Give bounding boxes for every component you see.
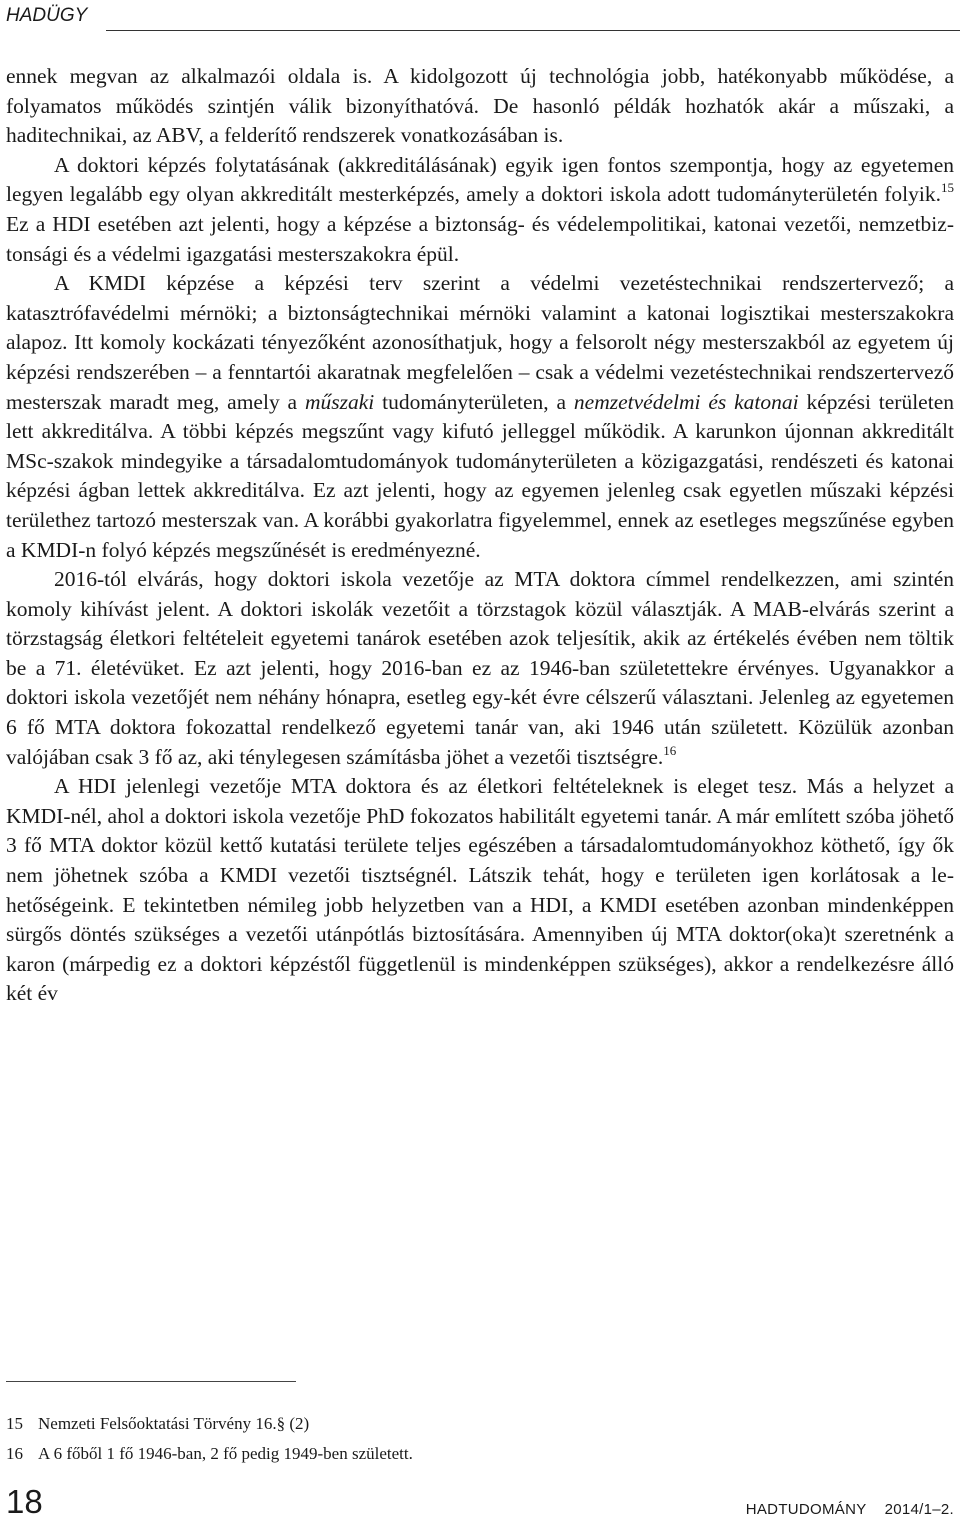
footnote-number: 15	[6, 1414, 23, 1433]
footnote-text: A 6 főből 1 fő 1946-ban, 2 fő pedig 1949-ben született.	[38, 1444, 413, 1463]
emphasis: nemzetvédelmi és katonai	[573, 389, 799, 414]
text-run: ennek megvan az alkalmazói oldala is. A kidolgozott új technológia jobb, hatékonyabb működése, a folyamatos működés szintjén válik bizonyíthatóvá. De hasonló példák hozhatók akár a műszaki, a haditechnikai, az ABV, a felderítő rendszerek vonatkozásában is.	[6, 64, 954, 148]
paragraph	[6, 269, 954, 565]
footnote-separator	[6, 1381, 296, 1382]
footnote-ref[interactable]: 16	[663, 742, 677, 758]
page-number: 18	[6, 1483, 43, 1520]
text-run: A HDI jelenlegi vezetője MTA doktora és az életkori feltételeknek is eleget tesz. Más a helyzet a KMDI-nél, ahol a doktori iskola vezetője PhD fokozatos habilitált egyetemi tanár. A már említett szóba jöhető 3 fő MTA doktor közül kettő kutatási területe teljes egészében a társadalomtudományokhoz köthető, így ők nem jöhetnek szóba a KMDI vezetői tisztségnél. Látszik tehát, hogy e területen igen korlátosak a lehetőségeink. E tekintetben némileg jobb helyzetben van a HDI, a KMDI esetében azonban mindenképpen sürgős döntés szükséges a vezetői utánpótlás biztosítására. Amennyiben új MTA doktor(oka)t szeretnénk a karon (márpedig ez a doktori képzéstől függetlenül is mindenképpen szükséges), akkor a rendelkezésre álló két év	[6, 774, 954, 1006]
paragraph	[6, 772, 954, 1009]
emphasis: műszaki	[304, 389, 375, 414]
footnote	[6, 1439, 954, 1469]
header-rule	[106, 30, 960, 31]
footnote-ref[interactable]: 15	[941, 180, 954, 196]
text-run: tudományterületen, a	[374, 389, 574, 414]
text-run: képzési területen lett akkreditálva. A többi képzés megszűnt vagy kifutó jelleggel működik. A karunkon újonnan akkreditált MSc-szakok mindegyike a társadalomtudományok tudományterületen a közigazgatási, rendészeti és katonai képzési ágban lettek akkreditálva. Ez azt jelenti, hogy az egyemen jelenleg csak egyetlen műszaki képzési területhez tartozó mesterszak van. A korábbi gyakorlatra figyelemmel, ennek az esetleges megszűnése egyben a KMDI-n folyó képzés megszűnését is eredményezné.	[6, 389, 954, 562]
footnote-text: Nemzeti Felsőoktatási Törvény 16.§ (2)	[38, 1414, 310, 1433]
article-body	[6, 62, 954, 1009]
journal-issue: 2014/1–2.	[884, 1501, 954, 1518]
footnotes	[6, 1409, 954, 1469]
footnote	[6, 1409, 954, 1439]
paragraph	[6, 565, 954, 772]
page-footer	[6, 1478, 954, 1522]
text-run: Ez a HDI esetében azt jelenti, hogy a képzése a biztonság- és védelempolitikai, katonai vezetői, nemzetbiztonsági és a védelmi igazgatási mesterszakokra épül.	[6, 211, 954, 266]
text-run: A KMDI képzése a képzési terv szerint a védelmi vezetéstechnikai rendszertervező; a katasztrófavédelmi mérnöki; a biztonságtechnikai mérnöki valamint a katonai logisztikai mesterszakokra alapoz. Itt komoly kockázati tényezőként azonosíthatjuk, hogy a felsorolt négy mesterszakból az egyetem új képzési rendszerében – a fenntartói akaratnak megfelelően – csak a védelmi vezetéstechnikai rendszertervező mesterszak maradt meg, amely a	[6, 271, 954, 414]
paragraph	[6, 151, 954, 269]
journal-name: HADTUDOMÁNY	[745, 1501, 867, 1518]
journal-info	[746, 1501, 954, 1518]
footnote-number: 16	[6, 1444, 23, 1463]
paragraph	[6, 62, 954, 151]
text-run: 2016-tól elvárás, hogy doktori iskola vezetője az MTA doktora címmel rendelkezzen, ami szintén komoly kihívást jelent. A doktori iskolák vezetőit a törzstagok közül választják. A MAB-elvárás szerint a törzstagság életkori feltételeit egyetemi tanárok esetében azok teljesítik, akik az értékelés évében nem töltik be a 71. életévüket. Ez azt jelenti, hogy 2016-ban ez az 1946-ban születettekre érvényes. Ugyanakkor a doktori iskola vezetőjét nem néhány hónapra, esetleg egy-két évre célszerű választani. Jelenleg az egyetemen 6 fő MTA doktora fokozattal rendelkező egyetemi tanár van, aki 1946 után született. Közülük azonban valójában csak 3 fő az, aki ténylegesen számításba jöhet a vezetői tisztségre.	[6, 567, 954, 769]
running-header	[6, 4, 960, 30]
text-run: A doktori képzés folytatásának (akkreditálásának) egyik igen fontos szempontja, hogy az egyetemen legyen legalább egy olyan akkreditált mesterképzés, amely a doktori iskola adott tudományterületén folyik.	[6, 152, 954, 207]
section-title: HADÜGY	[6, 5, 95, 27]
